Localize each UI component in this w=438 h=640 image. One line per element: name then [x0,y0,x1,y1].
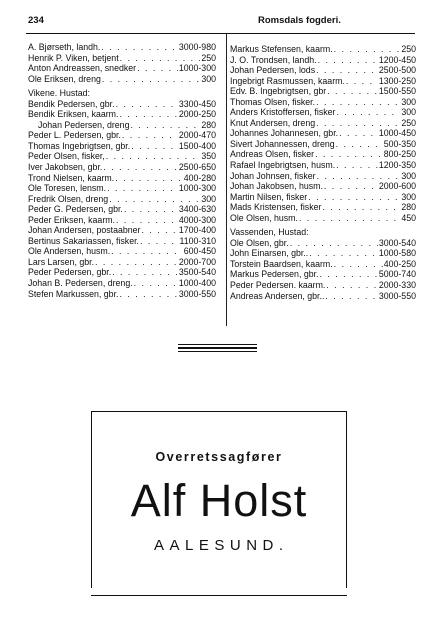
entry-amount: 3000-540 [378,237,416,248]
dot-leader [140,236,178,247]
dot-leader [336,160,378,171]
list-entry [230,128,416,139]
dot-leader [315,149,383,160]
dot-leader [120,53,201,64]
entry-amount: 1500-400 [178,140,216,151]
list-entry [28,109,216,120]
dot-leader [336,139,383,150]
entry-amount: 2000-470 [178,130,216,141]
dot-leader [111,246,183,257]
entry-amount: 3000-550 [378,290,416,301]
list-entry [230,192,416,203]
dot-leader [336,107,400,118]
entry-amount: 1000-300 [178,183,216,194]
entry-amount: 400-280 [183,172,216,183]
dot-leader [309,248,378,259]
list-entry [230,55,416,66]
entry-name: A. Bjørseth, landh. [28,42,101,52]
list-entry [28,225,216,236]
entry-amount: 1500-550 [378,86,416,97]
list-entry [230,160,416,171]
entry-name: Johan Johnsen, fisker [230,170,316,181]
ornament-rule [178,347,257,348]
entry-amount: 1700-400 [178,225,216,236]
entry-amount: 2000-600 [378,181,416,192]
entry-amount: 300 [401,107,416,118]
entry-amount: 300 [401,170,416,181]
entry-name: Johan Pedersen, lods [230,65,316,76]
dot-leader [142,225,178,236]
dot-leader [327,86,378,97]
entry-name: Andreas Olsen, fisker [230,149,315,160]
entry-name: Johan Pedersen, dreng [38,119,130,130]
entry-amount: 250 [401,44,416,54]
entry-name: Johan Jakobsen, husm. [230,181,323,192]
entry-name: Peder Olsen, fisker, [28,151,105,162]
entry-name: Stefen Markussen, gbr. [28,288,119,299]
entry-amount: 280 [401,202,416,213]
list-entry [230,202,416,213]
entry-name: Bendik Pedersen, gbr. [28,98,115,109]
list-entry [230,280,416,291]
list-entry [230,149,416,160]
list-entry [28,236,216,247]
entry-amount: 400-250 [383,258,416,269]
dot-leader [320,269,378,280]
list-entry [28,63,216,74]
list-entry [28,246,216,257]
entry-amount: 1100-310 [179,235,216,246]
entry-name: Ingebrigt Rasmussen, kaarm. [230,75,345,86]
entry-name: Rafael Ingebrigtsen, husm. [230,160,336,171]
column-divider [226,34,227,326]
entry-name: Johan B. Pedersen, dreng. [28,278,133,289]
list-entry [230,97,416,108]
entry-name: Martin Nilsen, fisker [230,191,308,202]
entry-name: Peder Eriksen, kaarm. [28,214,116,225]
entry-amount: 350 [201,151,216,162]
list-entry [230,248,416,259]
entry-amount: 1200-450 [378,54,416,65]
dot-leader [316,118,400,129]
list-entry [28,194,216,205]
entry-name: John Einarsen, gbr.. [230,248,309,259]
entry-name: Edv. B. Ingebrigtsen, gbr [230,86,327,97]
entry-name: Bendik Eriksen, kaarm. [28,109,119,120]
page-number: 234 [28,15,44,26]
ad-city: AALESUND. [154,537,289,554]
entry-name: Ole Toresen, lensm. [28,183,107,194]
advertisement-bottom-rule [91,595,347,596]
dot-leader [316,65,378,76]
list-entry [230,269,416,280]
dot-leader [119,109,177,120]
entry-amount: 1300-250 [378,75,416,86]
list-entry [230,238,416,249]
entry-amount: 1000-450 [378,128,416,139]
dot-leader [116,99,178,110]
list-entry [28,278,216,289]
running-head: Romsdals fogderi. [258,15,341,26]
dot-leader [130,120,200,131]
list-entry [28,215,216,226]
list-entry [28,99,216,110]
list-entry [28,151,216,162]
dot-leader [308,192,400,203]
entry-amount: 5000-740 [378,269,416,280]
entry-amount: 280 [201,119,216,130]
dot-leader [339,128,378,139]
section-heading: Vikene. Hustad: [28,88,90,99]
list-entry [230,181,416,192]
dot-leader [112,267,178,278]
list-entry [28,257,216,268]
right-column [230,44,416,301]
dot-leader [102,74,200,85]
entry-name: Thomas Ingebrigtsen, gbr. [28,140,131,151]
entry-name: Johan Andersen, postaabner [28,225,141,236]
dot-leader [299,213,400,224]
entry-amount: 1000-580 [378,248,416,259]
entry-name: Peder Pedersen, gbr. [28,267,112,278]
entry-name: Thomas Olsen, fisker. [230,96,316,107]
entry-name: Andreas Andersen, gbr.. [230,290,325,301]
dot-leader [131,141,178,152]
list-entry [230,139,416,150]
dot-leader [134,278,178,289]
entry-name: Markus Stefensen, kaarm. [230,44,333,54]
dot-leader [119,289,177,300]
entry-name: Iver Jakobsen, gbr. [28,162,103,173]
dot-leader [325,291,377,302]
entry-amount: 1200-350 [378,160,416,171]
entry-name: Knut Andersen, dreng [230,117,316,128]
entry-name: Lars Larsen, gbr. [28,256,95,267]
list-entry [230,259,416,270]
dot-leader [124,204,178,215]
list-entry [230,44,416,55]
entry-amount: 450 [401,212,416,223]
entry-name: Mads Kristensen, fisker [230,202,322,213]
entry-amount: 3500-540 [178,267,216,278]
entry-name: Markus Pedersen, gbr. [230,269,319,280]
entry-amount: 2500-500 [378,65,416,76]
entry-amount: 500-350 [383,138,416,149]
ad-name: Alf Holst [130,475,308,526]
dot-leader [324,181,378,192]
list-entry [28,74,216,85]
ornament-rule [178,351,257,352]
list-entry [28,289,216,300]
dot-leader [109,194,200,205]
entry-amount: 1000-300 [178,63,216,74]
list-entry [28,173,216,184]
ornament-rule [178,344,257,345]
entry-name: Torstein Baardsen, kaarm. [230,258,333,269]
list-entry [28,183,216,194]
entry-amount: 600-450 [183,246,216,257]
list-entry [230,171,416,182]
entry-name: Johannes Johannesen, gbr. [230,128,339,139]
dot-leader [316,97,400,108]
list-entry [230,107,416,118]
entry-name: Peder Pedersen. kaarm. [230,280,326,291]
entry-name: Ole Olsen, gbr. [230,237,289,248]
dot-leader [101,42,177,53]
entry-amount: 2000-250 [178,109,216,120]
list-entry [230,118,416,129]
entry-name: Henrik P. Viken, betjent [28,52,119,63]
dot-leader [322,202,400,213]
entry-name: Ole Andersen, husm. [28,246,111,257]
entry-amount: 3400-630 [178,204,216,215]
entry-name: Peder L. Pedersen, gbr. [28,130,121,141]
dot-leader [326,280,377,291]
dot-leader [115,173,182,184]
entry-amount: 300 [201,73,216,84]
list-entry [230,65,416,76]
advertisement-box [91,411,347,588]
list-entry [28,130,216,141]
section-heading: Vassenden, Hustad: [230,227,309,238]
dot-leader [107,183,178,194]
entry-amount: 3300-450 [178,98,216,109]
section-ornament [178,344,257,354]
list-entry [28,53,216,64]
list-entry [28,120,216,131]
list-entry [230,213,416,224]
entry-amount: 800-250 [383,149,416,160]
dot-leader [318,55,378,66]
list-entry [28,42,216,53]
list-entry [28,204,216,215]
entry-amount: 300 [401,96,416,107]
dot-leader [317,171,401,182]
entry-name: Sivert Johannessen, dreng [230,138,335,149]
list-entry [28,267,216,278]
entry-name: Ole Eriksen, dreng [28,73,101,84]
dot-leader [137,63,178,74]
entry-name: Fredrik Olsen, dreng [28,193,109,204]
entry-amount: 300 [401,191,416,202]
entry-name: Bertinus Sakariassen, fisker. [28,235,139,246]
entry-name: Trond Nielsen, kaarm. [28,172,115,183]
entry-name: Peder G. Pedersen, gbr. [28,204,123,215]
list-entry [28,141,216,152]
dot-leader [334,44,401,55]
dot-leader [334,259,383,270]
entry-name: Ole Olsen, husm. [230,212,298,223]
list-entry [230,291,416,302]
entry-amount: 300 [201,193,216,204]
dot-leader [346,76,378,87]
entry-amount: 3000-980 [178,42,216,52]
entry-name: Anton Andreassen, snedker [28,63,137,74]
entry-name: Anders Kristoffersen, fisker [230,107,336,118]
entry-amount: 3000-550 [178,288,216,299]
entry-name: J. O. Trondsen, landh. [230,54,317,65]
ad-profession: Overretssagfører [155,450,283,464]
dot-leader [290,238,378,249]
entry-amount: 4000-300 [178,214,216,225]
entry-amount: 1000-400 [178,278,216,289]
list-entry [28,162,216,173]
header-rule [26,33,415,34]
entry-amount: 250 [401,117,416,128]
dot-leader [103,162,177,173]
dot-leader [122,130,178,141]
list-entry [230,86,416,97]
dot-leader [95,257,178,268]
left-column [28,42,216,299]
entry-amount: 250 [201,52,216,63]
entry-amount: 2500-650 [178,162,216,173]
list-entry [230,76,416,87]
entry-amount: 2000-700 [178,256,216,267]
entry-amount: 2000-330 [378,280,416,291]
dot-leader [106,151,201,162]
dot-leader [116,215,178,226]
